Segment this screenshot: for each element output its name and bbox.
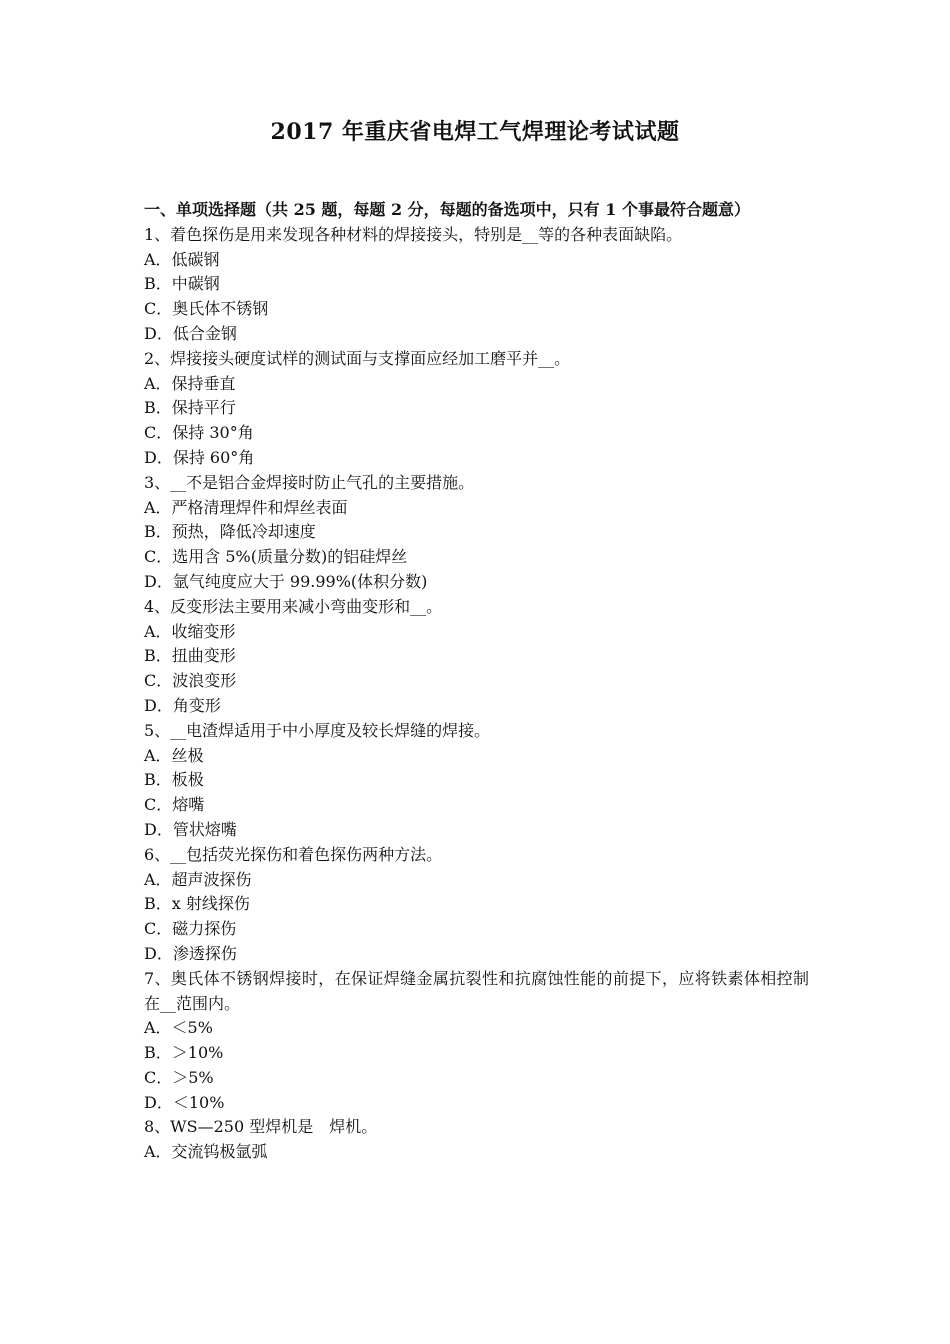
question-text: 7、奥氏体不锈钢焊接时，在保证焊缝金属抗裂性和抗腐蚀性能的前提下，应将铁素体相控制在__范围内。 — [144, 968, 809, 1013]
exam-content — [144, 198, 809, 1165]
option-c: C．熔嘴 — [144, 795, 205, 815]
option-c: C．波浪变形 — [144, 671, 237, 691]
question-text: 4、反变形法主要用来减小弯曲变形和__。 — [144, 596, 443, 616]
option-c: C．磁力探伤 — [144, 919, 237, 939]
question-7 — [144, 967, 809, 1116]
question-6 — [144, 843, 809, 967]
option-a: A．超声波探伤 — [144, 869, 252, 889]
option-d: D．渗透探伤 — [144, 943, 237, 963]
option-d: D．＜10% — [144, 1092, 225, 1112]
option-c: C．＞5% — [144, 1067, 214, 1087]
option-b: B．预热，降低冷却速度 — [144, 522, 316, 542]
question-text: 2、焊接接头硬度试样的测试面与支撑面应经加工磨平并__。 — [144, 348, 571, 368]
question-5 — [144, 719, 809, 843]
option-b: B．x 射线探伤 — [144, 894, 250, 914]
question-3 — [144, 471, 809, 595]
option-b: B．＞10% — [144, 1043, 224, 1063]
option-b: B．扭曲变形 — [144, 646, 236, 666]
option-a: A．收缩变形 — [144, 621, 236, 641]
question-text: 1、着色探伤是用来发现各种材料的焊接接头，特别是__等的各种表面缺陷。 — [144, 224, 683, 244]
option-d: D．氩气纯度应大于 99.99%(体积分数) — [144, 571, 428, 591]
option-d: D．管状熔嘴 — [144, 819, 237, 839]
question-text: 3、__不是铝合金焊接时防止气孔的主要措施。 — [144, 472, 475, 492]
option-a: A．保持垂直 — [144, 373, 236, 393]
question-text: 8、WS—250 型焊机是 焊机。 — [144, 1117, 378, 1137]
option-d: D．角变形 — [144, 695, 221, 715]
option-a: A．严格清理焊件和焊丝表面 — [144, 497, 348, 517]
question-4 — [144, 595, 809, 719]
option-b: B．板极 — [144, 770, 204, 790]
option-b: B．中碳钢 — [144, 274, 220, 294]
section-heading: 一、单项选择题（共 25 题，每题 2 分，每题的备选项中，只有 1 个事最符合题意） — [144, 200, 750, 219]
option-a: A．低碳钢 — [144, 249, 220, 269]
option-a: A．交流钨极氩弧 — [144, 1142, 268, 1162]
question-2 — [144, 347, 809, 471]
option-c: C．保持 30°角 — [144, 423, 254, 443]
option-a: A．＜5% — [144, 1018, 213, 1038]
question-text: 6、__包括荧光探伤和着色探伤两种方法。 — [144, 844, 443, 864]
option-c: C．奥氏体不锈钢 — [144, 299, 269, 319]
option-a: A．丝极 — [144, 745, 204, 765]
question-1 — [144, 223, 809, 347]
question-text: 5、__电渣焊适用于中小厚度及较长焊缝的焊接。 — [144, 720, 491, 740]
option-b: B．保持平行 — [144, 398, 236, 418]
page-title: 2017 年重庆省电焊工气焊理论考试试题 — [270, 119, 680, 145]
question-8 — [144, 1115, 809, 1165]
option-d: D．保持 60°角 — [144, 447, 255, 467]
option-d: D．低合金钢 — [144, 323, 237, 343]
option-c: C．选用含 5%(质量分数)的铝硅焊丝 — [144, 547, 408, 567]
